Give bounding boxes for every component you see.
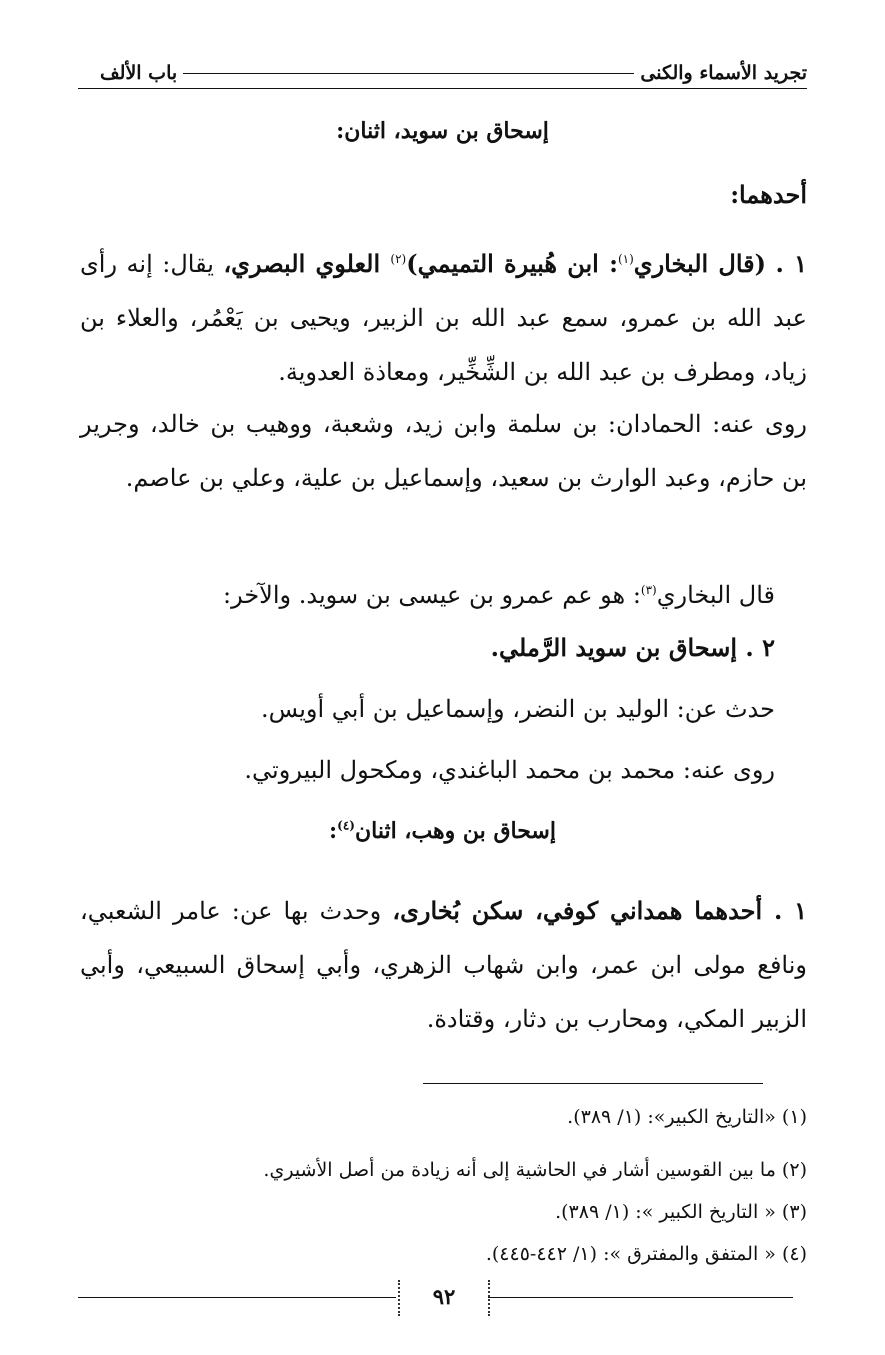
entry-bold-mid: : ابن هُبيرة التميمي)	[406, 249, 618, 278]
page-number: ٩٢	[398, 1280, 490, 1316]
narrators-text: محمد بن محمد الباغندي، ومكحول البيروتي.	[244, 756, 683, 784]
from-text: الوليد بن النضر، وإسماعيل بن أبي أويس.	[260, 695, 677, 723]
chapter-title: باب الألف	[100, 62, 178, 84]
entry-number: ١ .	[775, 249, 807, 278]
footnote-ref-2: (٢)	[390, 252, 407, 266]
entry-bold-lead: (قال البخاري	[633, 249, 766, 278]
note-text: : هو عم عمرو بن عيسى بن سويد. والآخر:	[223, 581, 641, 609]
section-title-text: إسحاق بن وهب، اثنان	[354, 818, 556, 844]
first-label: أحدهما:	[730, 180, 807, 209]
entry-text: وحدث بها عن: عامر الشعبي، ونافع مولى ابن عمر، وابن شهاب الزهري، وأبي إسحاق السبيعي، وأبي الزبير المكي، ومحارب بن دثار، وقتادة.	[80, 897, 807, 1033]
entry-wahb-1	[80, 884, 807, 1046]
section-title-ishaq-bin-wahb	[0, 818, 885, 844]
header-divider	[78, 88, 807, 89]
entry-name: إسحاق بن سويد الرَّملي.	[490, 633, 746, 662]
footer-rule-right	[488, 1297, 793, 1298]
entry-1-note	[80, 563, 775, 622]
narrators-text: الحمادان: بن سلمة وابن زيد، وشعبة، ووهيب بن خالد، وجرير بن حازم، وعبد الوارث بن سعيد، وإسماعيل بن علية، وعلي بن عاصم.	[80, 410, 807, 492]
section-title-colon: :	[329, 818, 338, 844]
book-title: تجريد الأسماء والكنى	[640, 62, 807, 84]
entry-text: يقال: إنه رأى عبد الله بن عمرو، سمع عبد الله بن الزبير، ويحيى بن يَعْمُر، والعلاء بن زياد، ومطرف بن عبد الله بن الشِّخِّير، ومعاذة العدوية.	[80, 250, 807, 386]
footnote-3: (٣) « التاريخ الكبير »: (١/ ٣٨٩).	[555, 1201, 807, 1223]
footer-rule-left	[78, 1297, 396, 1298]
entry-2-narrators	[80, 743, 775, 797]
entry-2-from	[80, 682, 775, 736]
footnote-2: (٢) ما بين القوسين أشار في الحاشية إلى أنه زيادة من أصل الأشيري.	[263, 1159, 807, 1181]
footnote-4: (٤) « المتفق والمفترق »: (١/ ٤٤٢-٤٤٥).	[485, 1243, 807, 1265]
note-label: قال البخاري	[656, 581, 775, 609]
running-header	[100, 58, 807, 88]
entry-2-heading	[80, 621, 775, 675]
entry-1-biography	[80, 232, 807, 399]
footnote-ref-3: (٣)	[640, 583, 657, 597]
footnote-1: (١) «التاريخ الكبير»: (١/ ٣٨٩).	[567, 1106, 807, 1128]
from-label: حدث عن:	[676, 695, 775, 723]
footnote-ref-1: (١)	[617, 252, 634, 266]
narrators-label: روى عنه:	[712, 410, 808, 438]
entry-bold-name: العلوي البصري،	[223, 249, 391, 278]
narrators-label: روى عنه:	[682, 756, 775, 784]
section-title-ishaq-bin-suwaid: إسحاق بن سويد، اثنان:	[336, 118, 549, 144]
entry-number: ٢ .	[745, 633, 775, 662]
entry-number: ١ .	[773, 896, 807, 925]
entry-1-narrators	[80, 397, 807, 505]
footnote-ref-4: (٤)	[337, 818, 355, 833]
entry-bold: أحدهما همداني كوفي، سكن بُخارى،	[392, 896, 774, 925]
header-rule	[183, 73, 634, 74]
footnote-separator	[423, 1083, 763, 1084]
